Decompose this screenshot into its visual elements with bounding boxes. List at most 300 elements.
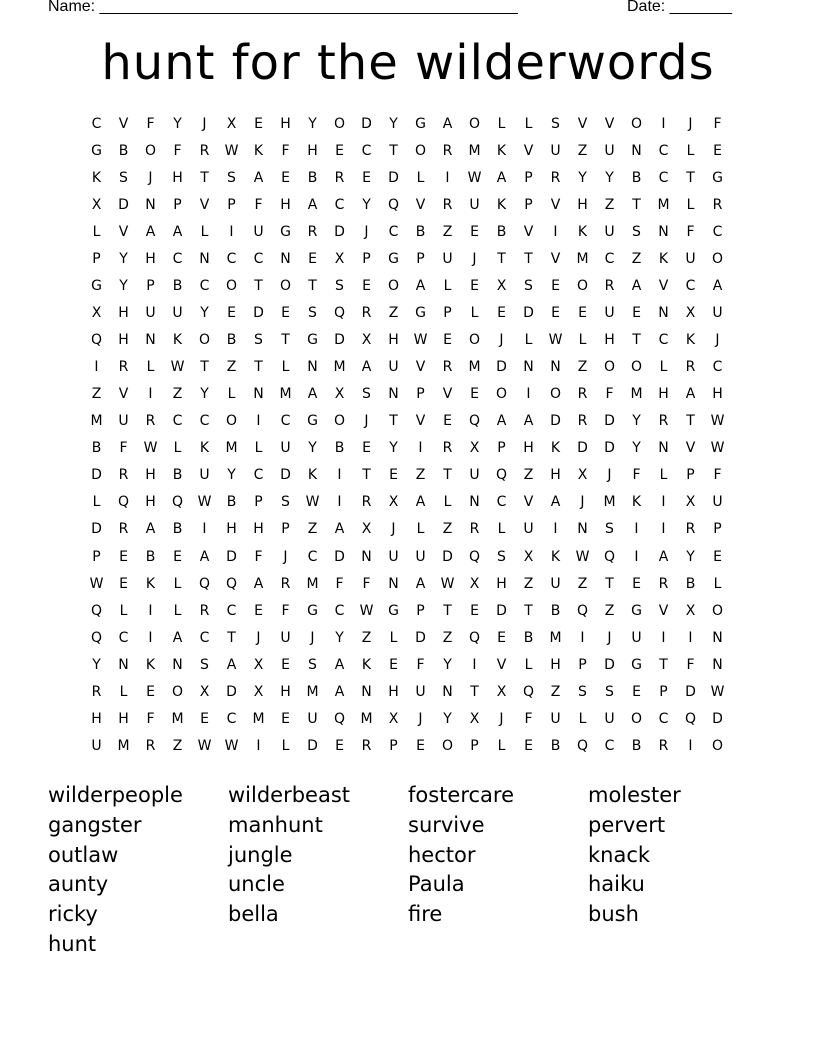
grid-cell: D	[604, 413, 615, 430]
grid-cell: R	[199, 143, 210, 160]
grid-cell: I	[229, 224, 234, 241]
grid-cell: O	[711, 602, 724, 619]
grid-cell: Q	[522, 683, 535, 700]
grid-cell: X	[91, 197, 102, 214]
grid-cell: T	[200, 170, 209, 187]
grid-cell: Q	[90, 602, 103, 619]
grid-cell: L	[524, 116, 533, 132]
grid-cell: O	[603, 359, 616, 376]
grid-cell: C	[172, 251, 183, 268]
grid-cell: Q	[387, 197, 400, 214]
grid-cell: T	[362, 467, 371, 484]
grid-cell: Y	[200, 386, 209, 403]
grid-cell: A	[334, 683, 345, 700]
grid-cell: W	[224, 737, 239, 754]
grid-cell: P	[92, 548, 101, 565]
grid-cell: C	[604, 251, 615, 268]
grid-cell: D	[496, 602, 507, 619]
grid-cell: L	[254, 440, 263, 457]
grid-cell: R	[604, 278, 615, 295]
grid-cell: K	[199, 440, 210, 457]
grid-cell: B	[91, 440, 102, 457]
grid-cell: B	[631, 170, 642, 187]
grid-cell: V	[523, 224, 534, 241]
grid-cell: M	[630, 386, 643, 403]
grid-cell: E	[281, 170, 290, 187]
grid-cell: X	[253, 683, 264, 700]
grid-cell: Q	[90, 629, 103, 646]
grid-cell: L	[389, 629, 398, 646]
grid-cell: I	[634, 521, 639, 538]
grid-cell: B	[631, 737, 642, 754]
grid-cell: E	[281, 305, 290, 322]
grid-cell: K	[361, 656, 372, 673]
grid-cell: L	[659, 467, 668, 484]
grid-cell: W	[413, 332, 428, 349]
grid-cell: H	[172, 170, 183, 187]
grid-cell: B	[523, 629, 534, 646]
grid-cell: E	[335, 143, 344, 160]
grid-cell: I	[148, 386, 153, 403]
grid-cell: X	[388, 710, 399, 727]
grid-cell: K	[91, 170, 102, 187]
grid-cell: U	[172, 305, 183, 322]
grid-cell: P	[362, 251, 371, 268]
grid-cell: N	[145, 197, 156, 214]
grid-cell: Z	[442, 521, 453, 538]
grid-cell: E	[470, 602, 479, 619]
grid-cell: C	[658, 170, 669, 187]
grid-cell: D	[550, 413, 561, 430]
grid-cell: A	[550, 494, 561, 511]
grid-cell: S	[227, 170, 236, 187]
word-list-item: wilderbeast	[228, 783, 351, 807]
grid-cell: L	[524, 332, 533, 349]
grid-cell: M	[468, 359, 481, 376]
grid-cell: L	[173, 602, 182, 619]
grid-cell: B	[118, 143, 129, 160]
grid-cell: P	[524, 170, 533, 187]
grid-cell: M	[549, 629, 562, 646]
grid-cell: D	[334, 332, 345, 349]
grid-cell: O	[711, 251, 724, 268]
grid-cell: M	[333, 359, 346, 376]
grid-cell: I	[337, 467, 342, 484]
grid-cell: Z	[577, 359, 588, 376]
grid-cell: R	[577, 413, 588, 430]
grid-cell: G	[280, 224, 291, 241]
grid-cell: Q	[90, 332, 103, 349]
grid-cell: M	[603, 494, 616, 511]
word-list-item: aunty	[48, 872, 109, 897]
grid-cell: Y	[389, 116, 398, 132]
grid-cell: B	[172, 278, 183, 295]
grid-cell: W	[305, 494, 320, 511]
grid-cell: I	[688, 737, 693, 754]
grid-cell: T	[497, 251, 506, 268]
grid-cell: J	[256, 629, 261, 646]
grid-cell: C	[712, 224, 723, 241]
grid-cell: U	[118, 413, 129, 430]
grid-cell: V	[523, 494, 534, 511]
grid-cell: G	[307, 332, 318, 349]
grid-cell: X	[577, 467, 588, 484]
grid-cell: T	[686, 413, 695, 430]
grid-cell: Z	[631, 251, 642, 268]
grid-cell: A	[442, 116, 453, 132]
grid-cell: C	[307, 548, 318, 565]
grid-cell: P	[281, 521, 290, 538]
grid-cell: X	[388, 494, 399, 511]
grid-cell: R	[658, 575, 669, 592]
grid-cell: M	[306, 575, 319, 592]
grid-cell: O	[630, 359, 643, 376]
grid-cell: U	[685, 251, 696, 268]
grid-cell: I	[472, 656, 477, 673]
grid-cell: A	[172, 224, 183, 241]
grid-cell: A	[307, 197, 318, 214]
grid-cell: Q	[576, 602, 589, 619]
grid-cell: E	[713, 548, 722, 565]
grid-cell: C	[253, 251, 264, 268]
grid-cell: D	[280, 467, 291, 484]
word-list-item: ricky	[48, 902, 98, 927]
grid-cell: U	[388, 359, 399, 376]
grid-cell: E	[119, 575, 128, 592]
grid-cell: X	[226, 116, 237, 132]
grid-cell: R	[658, 413, 669, 430]
grid-cell: C	[91, 116, 102, 132]
grid-cell: C	[118, 629, 129, 646]
grid-cell: K	[550, 440, 561, 457]
grid-cell: R	[442, 197, 453, 214]
grid-cell: D	[577, 440, 588, 457]
grid-cell: B	[685, 575, 696, 592]
grid-cell: E	[389, 656, 398, 673]
grid-cell: K	[496, 143, 507, 160]
grid-cell: E	[443, 413, 452, 430]
grid-cell: T	[443, 467, 452, 484]
word-list-item: bush	[588, 902, 639, 927]
grid-cell: Z	[91, 386, 102, 403]
grid-cell: W	[575, 548, 590, 565]
grid-cell: H	[550, 656, 561, 673]
grid-cell: J	[472, 251, 477, 268]
grid-cell: F	[416, 656, 425, 673]
grid-cell: N	[280, 251, 291, 268]
grid-cell: C	[496, 494, 507, 511]
grid-cell: D	[712, 710, 723, 727]
grid-cell: I	[553, 521, 558, 538]
grid-cell: T	[605, 575, 614, 592]
grid-cell: M	[576, 251, 589, 268]
grid-cell: L	[146, 359, 155, 376]
grid-cell: A	[685, 386, 696, 403]
grid-cell: M	[306, 683, 319, 700]
grid-cell: L	[686, 143, 695, 160]
grid-cell: O	[333, 413, 346, 430]
grid-cell: Z	[604, 602, 615, 619]
grid-cell: B	[334, 440, 345, 457]
grid-cell: W	[710, 683, 725, 700]
grid-cell: J	[391, 521, 396, 538]
grid-cell: W	[440, 575, 455, 592]
grid-cell: I	[337, 494, 342, 511]
grid-cell: U	[415, 683, 426, 700]
grid-cell: L	[686, 197, 695, 214]
grid-cell: N	[577, 521, 588, 538]
grid-cell: E	[497, 305, 506, 322]
grid-cell: L	[524, 656, 533, 673]
grid-cell: D	[442, 548, 453, 565]
grid-cell: U	[145, 305, 156, 322]
grid-cell: U	[712, 494, 723, 511]
grid-cell: X	[685, 305, 696, 322]
grid-cell: D	[685, 683, 696, 700]
grid-cell: Q	[198, 575, 211, 592]
grid-cell: C	[388, 224, 399, 241]
grid-cell: I	[445, 170, 450, 187]
grid-cell: E	[416, 737, 425, 754]
grid-cell: U	[415, 548, 426, 565]
grid-cell: R	[307, 224, 318, 241]
grid-cell: H	[604, 332, 615, 349]
grid-cell: N	[118, 656, 129, 673]
grid-cell: K	[658, 251, 669, 268]
grid-cell: Q	[225, 575, 238, 592]
grid-cell: H	[550, 467, 561, 484]
grid-cell: C	[226, 602, 237, 619]
grid-cell: A	[658, 548, 669, 565]
grid-cell: V	[685, 440, 696, 457]
word-list-item: bella	[228, 902, 279, 927]
grid-cell: V	[118, 224, 129, 241]
grid-cell: O	[333, 116, 346, 132]
grid-cell: R	[469, 521, 480, 538]
grid-cell: F	[686, 224, 695, 241]
grid-cell: R	[334, 170, 345, 187]
grid-cell: H	[307, 143, 318, 160]
grid-cell: V	[415, 413, 426, 430]
grid-cell: N	[658, 305, 669, 322]
letter-grid	[83, 111, 731, 760]
grid-cell: Y	[578, 170, 587, 187]
grid-cell: O	[387, 278, 400, 295]
grid-cell: S	[605, 683, 614, 700]
grid-cell: N	[631, 143, 642, 160]
grid-cell: Z	[415, 467, 426, 484]
grid-cell: L	[173, 575, 182, 592]
grid-cell: E	[497, 629, 506, 646]
grid-cell: B	[172, 467, 183, 484]
grid-cell: W	[224, 143, 239, 160]
grid-cell: E	[173, 548, 182, 565]
grid-cell: S	[632, 224, 641, 241]
grid-cell: Z	[172, 737, 183, 754]
grid-cell: V	[415, 197, 426, 214]
grid-cell: X	[199, 683, 210, 700]
grid-cell: S	[119, 170, 128, 187]
grid-cell: F	[632, 467, 641, 484]
grid-cell: O	[549, 386, 562, 403]
grid-cell: I	[202, 521, 207, 538]
grid-cell: E	[470, 224, 479, 241]
grid-cell: H	[145, 494, 156, 511]
grid-cell: T	[443, 602, 452, 619]
grid-cell: G	[307, 413, 318, 430]
grid-cell: O	[441, 737, 454, 754]
grid-cell: Q	[576, 737, 589, 754]
grid-cell: O	[225, 278, 238, 295]
grid-cell: G	[712, 170, 723, 187]
grid-cell: P	[713, 521, 722, 538]
grid-cell: F	[713, 467, 722, 484]
grid-cell: I	[661, 629, 666, 646]
grid-cell: N	[712, 656, 723, 673]
word-list-item: manhunt	[228, 812, 323, 837]
page-title: hunt for the wilderwords	[101, 35, 715, 91]
grid-cell: F	[119, 440, 128, 457]
grid-cell: O	[171, 683, 184, 700]
grid-cell: W	[710, 440, 725, 457]
grid-cell: W	[143, 440, 158, 457]
grid-cell: N	[658, 440, 669, 457]
grid-cell: Q	[333, 305, 346, 322]
grid-cell: J	[364, 224, 369, 241]
grid-cell: K	[145, 656, 156, 673]
grid-cell: U	[388, 548, 399, 565]
grid-cell: I	[148, 629, 153, 646]
grid-cell: H	[712, 386, 723, 403]
grid-cell: E	[362, 170, 371, 187]
grid-cell: C	[658, 332, 669, 349]
grid-cell: D	[334, 548, 345, 565]
grid-cell: Q	[468, 413, 481, 430]
grid-cell: W	[359, 602, 374, 619]
grid-cell: Z	[577, 143, 588, 160]
grid-cell: G	[91, 278, 102, 295]
grid-cell: A	[307, 386, 318, 403]
grid-cell: K	[550, 548, 561, 565]
grid-cell: B	[226, 332, 237, 349]
grid-cell: H	[145, 251, 156, 268]
grid-cell: T	[632, 332, 641, 349]
grid-cell: U	[712, 305, 723, 322]
grid-cell: X	[496, 278, 507, 295]
grid-cell: P	[416, 386, 425, 403]
grid-cell: R	[658, 737, 669, 754]
grid-cell: C	[199, 278, 210, 295]
grid-cell: J	[688, 116, 693, 132]
grid-cell: Y	[335, 629, 344, 646]
grid-cell: B	[307, 170, 318, 187]
grid-cell: K	[253, 143, 264, 160]
grid-cell: B	[226, 494, 237, 511]
grid-cell: A	[415, 575, 426, 592]
grid-cell: I	[688, 629, 693, 646]
grid-cell: U	[550, 710, 561, 727]
grid-cell: T	[227, 629, 236, 646]
grid-cell: X	[361, 332, 372, 349]
grid-cell: P	[254, 494, 263, 511]
grid-cell: D	[604, 440, 615, 457]
grid-cell: R	[118, 521, 129, 538]
grid-cell: U	[280, 440, 291, 457]
grid-cell: S	[524, 278, 533, 295]
grid-cell: E	[632, 305, 641, 322]
grid-cell: M	[171, 710, 184, 727]
grid-cell: J	[580, 494, 585, 511]
grid-cell: T	[524, 602, 533, 619]
grid-cell: G	[307, 602, 318, 619]
grid-cell: V	[496, 656, 507, 673]
word-list-item: knack	[588, 842, 651, 867]
word-list-item: hunt	[48, 931, 97, 956]
grid-cell: T	[659, 656, 668, 673]
grid-cell: O	[468, 332, 481, 349]
grid-cell: N	[388, 386, 399, 403]
grid-cell: S	[362, 386, 371, 403]
grid-cell: A	[334, 521, 345, 538]
grid-cell: S	[281, 494, 290, 511]
grid-cell: G	[631, 656, 642, 673]
grid-cell: R	[145, 413, 156, 430]
grid-cell: W	[548, 332, 563, 349]
grid-cell: H	[388, 332, 399, 349]
grid-cell: U	[604, 143, 615, 160]
grid-cell: R	[280, 575, 291, 592]
grid-cell: D	[226, 548, 237, 565]
grid-cell: X	[91, 305, 102, 322]
grid-cell: T	[281, 332, 290, 349]
grid-cell: I	[418, 440, 423, 457]
grid-cell: V	[577, 116, 588, 132]
grid-cell: S	[578, 683, 587, 700]
grid-cell: U	[550, 143, 561, 160]
grid-cell: J	[499, 332, 504, 349]
grid-cell: Y	[173, 116, 182, 132]
grid-cell: E	[335, 737, 344, 754]
grid-cell: F	[254, 197, 263, 214]
grid-cell: R	[550, 170, 561, 187]
grid-cell: E	[281, 656, 290, 673]
grid-cell: C	[172, 413, 183, 430]
grid-cell: E	[254, 116, 263, 132]
grid-cell: D	[496, 359, 507, 376]
grid-cell: Q	[333, 710, 346, 727]
grid-cell: G	[631, 602, 642, 619]
grid-cell: S	[308, 656, 317, 673]
grid-cell: O	[225, 413, 238, 430]
grid-cell: L	[119, 683, 128, 700]
grid-cell: X	[361, 521, 372, 538]
grid-cell: A	[496, 413, 507, 430]
grid-cell: D	[253, 305, 264, 322]
grid-cell: I	[256, 737, 261, 754]
grid-cell: C	[199, 629, 210, 646]
grid-cell: O	[144, 143, 157, 160]
grid-cell: V	[604, 116, 615, 132]
grid-cell: U	[604, 305, 615, 322]
grid-cell: H	[226, 521, 237, 538]
grid-cell: N	[361, 683, 372, 700]
grid-cell: O	[414, 143, 427, 160]
grid-cell: Z	[307, 521, 318, 538]
grid-cell: K	[685, 332, 696, 349]
word-list-item: outlaw	[48, 842, 119, 867]
grid-cell: Y	[389, 440, 398, 457]
grid-cell: O	[711, 737, 724, 754]
